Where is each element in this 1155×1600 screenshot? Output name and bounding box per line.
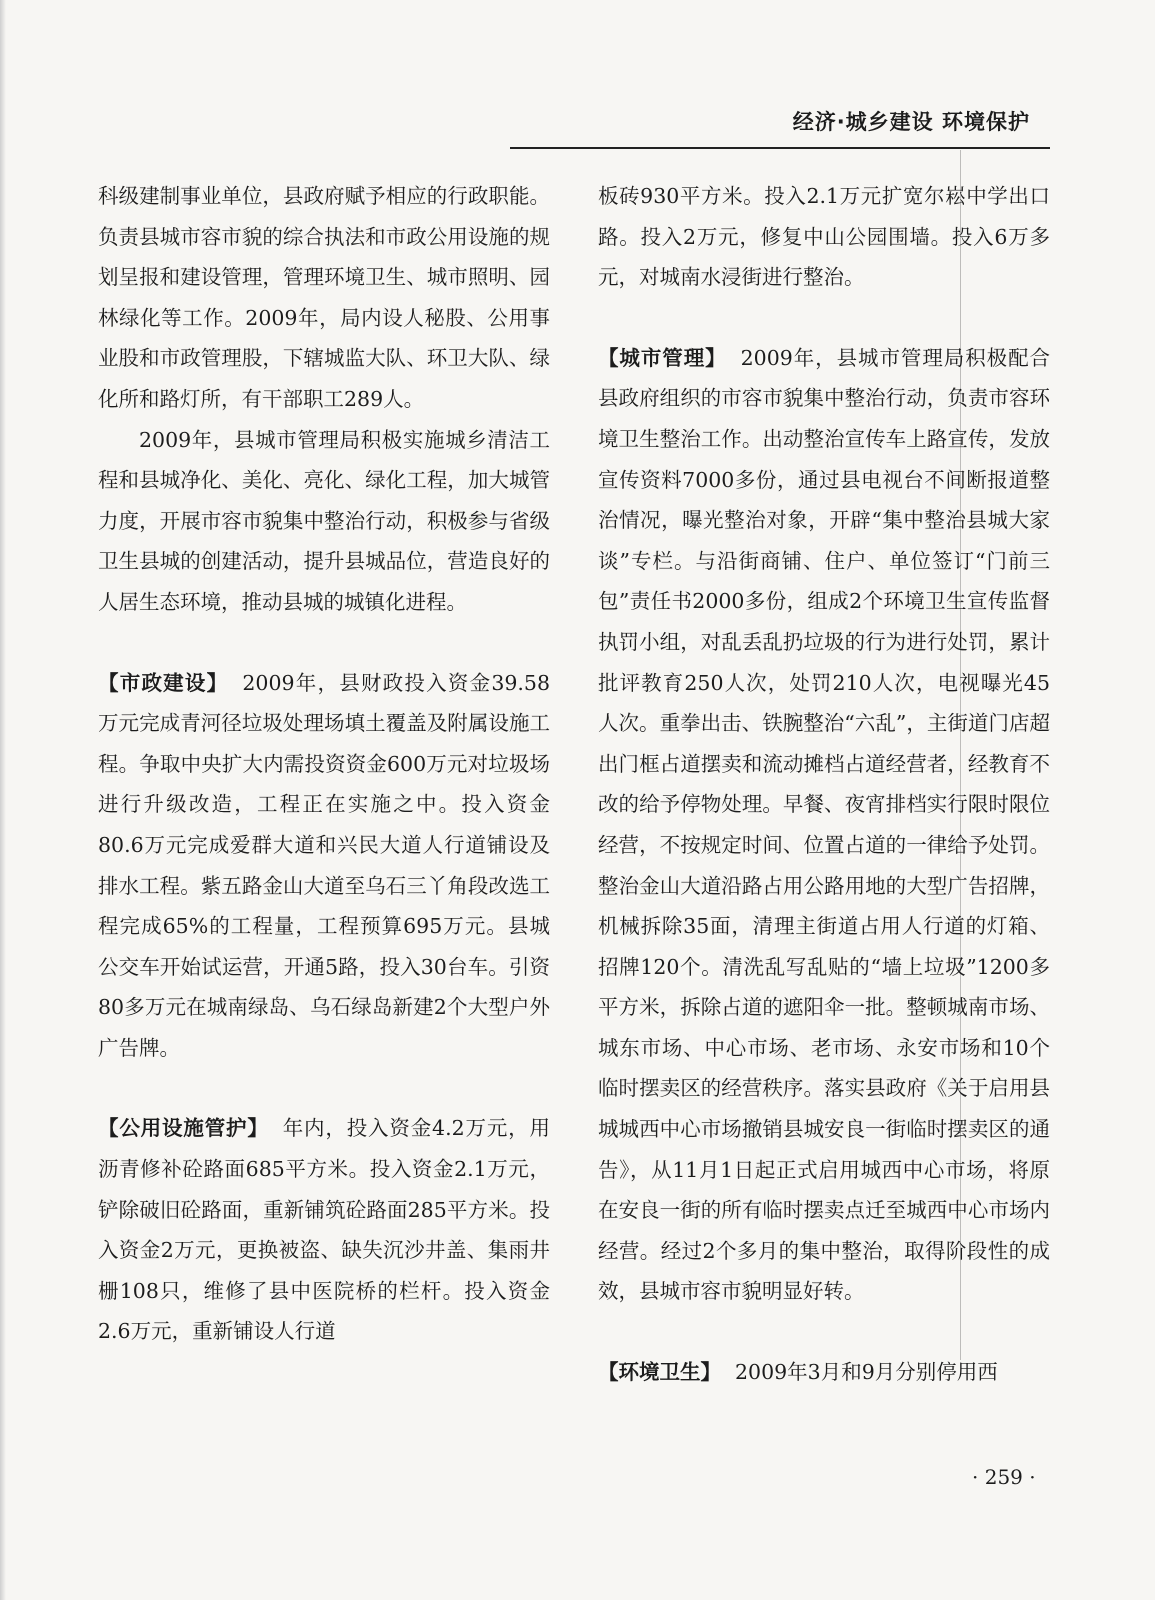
running-header (510, 106, 1050, 152)
paragraph: 科级建制事业单位，县政府赋予相应的行政职能。负责县城市容市貌的综合执法和市政公用设施的规划呈报和建设管理，管理环境卫生、城市照明、园林绿化等工作。2009年，局内设人秘股、公用事业股和市政管理股，下辖城监大队、环卫大队、绿化所和路灯所，有干部职工289人。 (98, 184, 550, 411)
section-gap (598, 298, 1050, 338)
section-municipal-construction (98, 663, 550, 1069)
section-title: 【环境卫生】 (598, 1360, 721, 1385)
left-column (98, 176, 550, 1352)
section-text: 2009年3月和9月分别停用西 (735, 1360, 998, 1385)
header-title: 经济·城乡建设 环境保护 (792, 110, 1030, 134)
scan-edge-shadow (0, 0, 6, 1600)
header-rule (510, 147, 1050, 149)
paragraph: 2009年，县城市管理局积极实施城乡清洁工程和县城净化、美化、亮化、绿化工程，加大城管力度，开展市容市貌集中整治行动，积极参与省级卫生县城的创建活动，提升县城品位，营造良好的人居生态环境，推动县城的城镇化进程。 (98, 427, 550, 614)
section-city-management (598, 338, 1050, 1312)
section-text: 2009年，县城市管理局积极配合县政府组织的市容市貌集中整治行动，负责市容环境卫生整治工作。出动整治宣传车上路宣传，发放宣传资料7000多份，通过县电视台不间断报道整治情况，曝光整治对象，开辟“集中整治县城大家谈”专栏。与沿街商铺、住户、单位签订“门前三包”责任书2000多份，组成2个环境卫生宣传监督执罚小组，对乱丢乱扔垃圾的行为进行处罚，累计批评教育250人次，处罚210人次，电视曝光45人次。重拳出击、铁腕整治“六乱”，主街道门店超出门框占道摆卖和流动摊档占道经营者，经教育不改的给予停物处理。早餐、夜宵排档实行限时限位经营，不按规定时间、位置占道的一律给予处罚。整治金山大道沿路占用公路用地的大型广告招牌，机械拆除35面，清理主街道占用人行道的灯箱、招牌120个。清洗乱写乱贴的“墙上垃圾”1200多平方米，拆除占道的遮阳伞一批。整顿城南市场、城东市场、中心市场、老市场、永安市场和10个临时摆卖区的经营秩序。落实县政府《关于启用县城城西中心市场撤销县城安良一街临时摆卖区的通告》，从11月1日起正式启用城西中心市场，将原在安良一街的所有临时摆卖点迁至城西中心市场内经营。经过2个多月的集中整治，取得阶段性的成效，县城市容市貌明显好转。 (598, 345, 1050, 1304)
section-title: 【公用设施管护】 (98, 1116, 269, 1141)
section-text: 2009年，县财政投入资金39.58万元完成青河径垃圾处理场填土覆盖及附属设施工程。争取中央扩大内需投资资金600万元对垃圾场进行升级改造，工程正在实施之中。投入资金80.6万元完成爱群大道和兴民大道人行道铺设及排水工程。紫五路金山大道至乌石三丫角段改选工程完成65%的工程量，工程预算695万元。县城公交车开始试运营，开通5路，投入30台车。引资80多万元在城南绿岛、乌石绿岛新建2个大型户外广告牌。 (98, 670, 551, 1060)
paragraph: 板砖930平方米。投入2.1万元扩宽尔崧中学出口路。投入2万元，修复中山公园围墙。投入6万多元，对城南水浸街进行整治。 (598, 184, 1050, 290)
section-environmental-sanitation (598, 1352, 1050, 1393)
section-gap (598, 1312, 1050, 1352)
section-gap (98, 1068, 550, 1108)
page-number: · 259 · (972, 1465, 1036, 1489)
section-title: 【市政建设】 (98, 670, 229, 695)
section-text: 年内，投入资金4.2万元，用沥青修补砼路面685平方米。投入资金2.1万元，铲除破旧砼路面，重新铺筑砼路面285平方米。投入资金2万元，更换被盗、缺失沉沙井盖、集雨井栅108只，维修了县中医院桥的栏杆。投入资金2.6万元，重新铺设人行道 (98, 1116, 551, 1344)
section-public-facilities (98, 1108, 550, 1352)
right-column (598, 176, 1050, 1393)
section-title: 【城市管理】 (598, 345, 727, 370)
section-gap (98, 623, 550, 663)
